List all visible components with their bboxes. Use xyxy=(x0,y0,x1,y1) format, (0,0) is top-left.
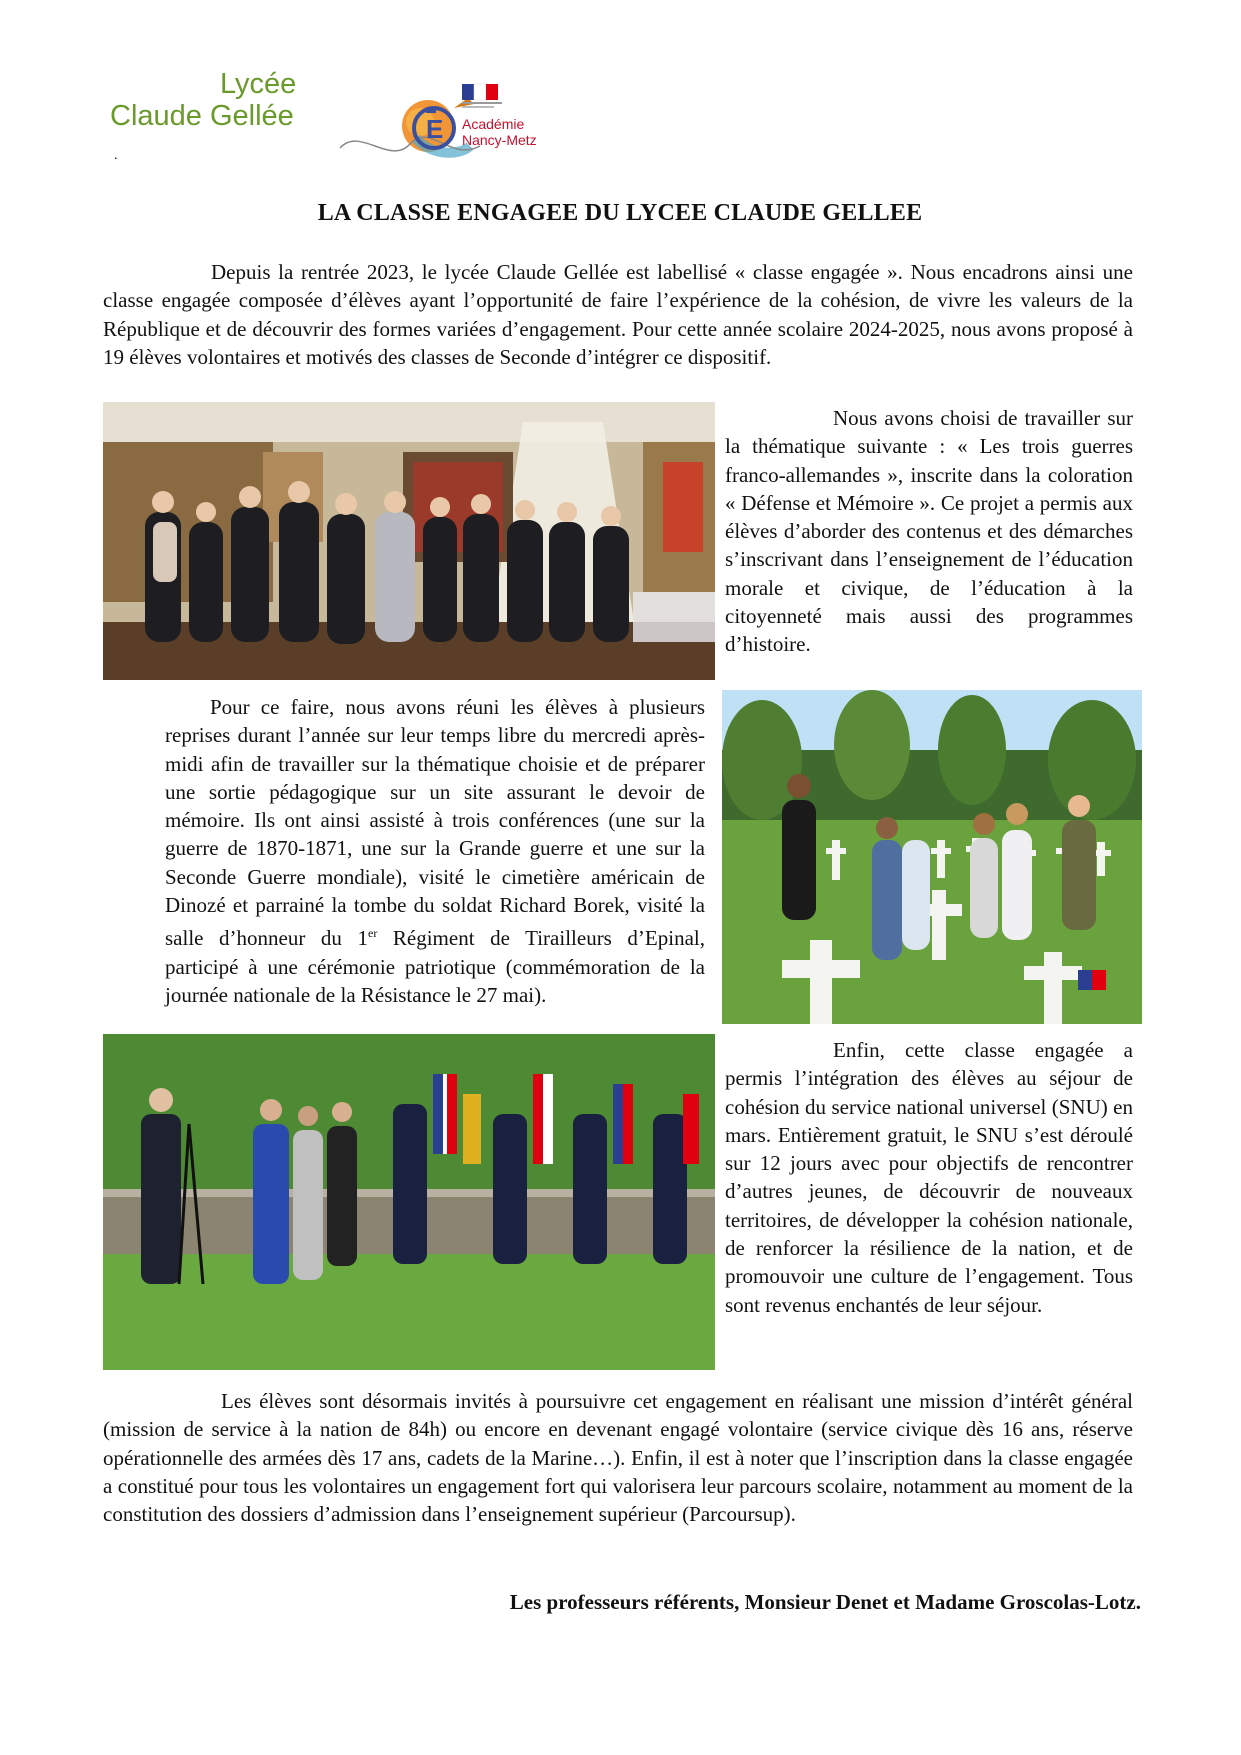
academy-logo-line1: Académie xyxy=(462,116,525,132)
cemetery-photo xyxy=(722,690,1142,1024)
academy-logo xyxy=(408,80,558,160)
intro-paragraph: Depuis la rentrée 2023, le lycée Claude Gellée est labellisé « classe engagée ». Nous encadrons ainsi une classe engagée composée d’élèves ayant l’opportunité de faire l’expérience de la cohésion, de vivre les valeurs de la République et de découvrir des formes variées d’engagement. Pour cette année scolaire 2024-2025, nous avons proposé à 19 élèves volontaires et motivés des classes de Seconde d’intégrer ce dispositif. xyxy=(103,260,1133,369)
ceremony-photo xyxy=(103,1034,715,1370)
page-title: LA CLASSE ENGAGEE DU LYCEE CLAUDE GELLEE xyxy=(317,200,923,226)
activities-text: Pour ce faire, nous avons réuni les élèves à plusieurs reprises durant l’année sur leur temps libre du mercredi après-midi afin de travailler sur la thématique choisie et de préparer une sortie pédagogique sur un site assurant le devoir de mémoire. Ils ont ainsi assisté à trois conférences (une sur la guerre de 1870-1871, une sur la Grande guerre et une sur la Seconde Guerre mondiale), visité le cimetière américain de Dinozé et parrainé la tombe du soldat Richard Borek, visité la salle d’honneur du 1 xyxy=(165,695,705,951)
signature: Les professeurs référents, Monsieur Denet et Madame Groscolas-Lotz. xyxy=(509,1590,1141,1614)
page-mark: . xyxy=(114,148,118,163)
school-logo xyxy=(110,68,400,168)
theme-paragraph: Nous avons choisi de travailler sur la thématique suivante : « Les trois guerres franco-allemandes », inscrite dans la coloration « Défense et Mémoire ». Ce projet a permis aux élèves d’aborder des contenus et des démarches s’inscrivant dans l’enseignement de l’éducation morale et civique, de l’éducation à la citoyenneté mais aussi des programmes d’histoire. xyxy=(725,406,1133,657)
activities-paragraph xyxy=(165,693,705,1009)
snu-paragraph: Enfin, cette classe engagée a permis l’intégration des élèves au séjour de cohésion du service national universel (SNU) en mars. Entièrement gratuit, le SNU s’est déroulé sur 12 jours avec pour objectifs de rencontrer d’autres jeunes, de découvrir de nouveaux territoires, de développer la cohésion nationale, de renforcer la résilience de la nation, et de promouvoir une culture de l’engagement. Tous sont revenus enchantés de leur séjour. xyxy=(725,1038,1133,1317)
activities-text-end: Régiment de Tirailleurs d’Epinal, participé à une cérémonie patriotique (commémoration de la journée nationale de la Résistance le 27 mai). xyxy=(165,926,705,1007)
activities-superscript: er xyxy=(368,926,378,941)
academy-logo-line2: Nancy-Metz xyxy=(462,132,537,148)
conclusion-paragraph: Les élèves sont désormais invités à poursuivre cet engagement en réalisant une mission d’intérêt général (mission de service à la nation de 84h) ou encore en devenant engagé volontaire (service civique dès 16 ans, réserve opérationnelle des armées dès 17 ans, cadets de la Marine…). Enfin, il est à noter que l’inscription dans la classe engagée a constitué pour tous les volontaires un engagement fort qui valorisera leur parcours scolaire, notamment au moment de la constitution des dossiers d’admission dans l’enseignement supérieur (Parcoursup). xyxy=(103,1389,1133,1527)
museum-group-photo xyxy=(103,402,715,680)
school-logo-line1: Lycée xyxy=(220,68,297,100)
school-logo-line2: Claude Gellée xyxy=(110,100,294,132)
svg-text:E: E xyxy=(426,114,444,144)
